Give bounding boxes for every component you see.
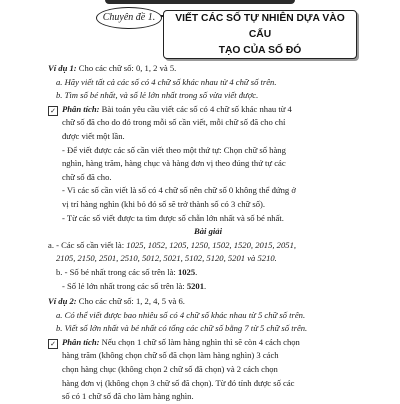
example-1-heading: [48, 62, 368, 76]
bullet-1-line-3: chữ số đã cho.: [62, 171, 112, 182]
analysis-line-1: Bài toán yêu cầu viết các số có 4 chữ số khác nhau từ 4: [99, 103, 292, 114]
solution-b2-value: 5201: [186, 280, 205, 291]
solution-a-numbers-2: 2105, 2150, 2501, 2510, 5012, 5021, 5102, 5120, 5201 và 5210.: [56, 253, 277, 264]
bullet-1-line-1: - Để viết được các số cần viết theo một thứ tự: Chọn chữ số hàng: [62, 144, 286, 155]
solution-b-line-2: [48, 280, 368, 294]
solution-b1-value: 1025: [177, 266, 196, 277]
analysis-label: Phân tích:: [62, 336, 100, 347]
chapter-title-line-1: VIẾT CÁC SỐ TỰ NHIÊN DỰA VÀO CẤU: [175, 12, 345, 40]
analysis-2-line-2: hàng trăm (không chọn chữ số đã chọn làm hàng nghìn) 3 cách: [62, 350, 279, 361]
chapter-title-line-2: TẠO CỦA SỐ ĐÓ: [218, 44, 302, 56]
solution-b1-prefix: b. - Số bé nhất trong các số trên là:: [56, 266, 178, 277]
example-1-label: Ví dụ 1:: [48, 63, 77, 73]
solution-heading: Bài giải: [194, 226, 222, 237]
checkbox-icon: ✓: [48, 106, 58, 116]
solution-b2-prefix: - Số lẻ lớn nhất trong các số trên là:: [62, 280, 187, 291]
bullet-1-line-2: nghìn, hàng trăm, hàng chục và hàng đơn vị theo đúng thứ tự các: [62, 158, 286, 169]
bullet-2-line-2: vị trí hàng nghìn (khi bỏ đó số sẽ trở thành số có 3 chữ số).: [62, 198, 266, 209]
page-content: [48, 62, 368, 404]
analysis-2-line-3: chọn hàng chục (không chọn 2 chữ số đã chọn) và 2 cách chọn: [62, 364, 278, 375]
header-decoration-strip: [105, 0, 295, 4]
example-2-part-b: b. Viết số lớn nhất và bé nhất có tổng các chữ số bằng 7 từ 5 chữ số trên.: [56, 323, 308, 334]
example-1-intro: Cho các chữ số: 0, 1, 2 và 5.: [76, 63, 177, 73]
example-1-part-a: a. Hãy viết tất cả các số có 4 chữ số khác nhau từ 4 chữ số trên.: [56, 76, 277, 87]
solution-a-prefix: a. - Các số cần viết là:: [48, 239, 127, 250]
solution-a-numbers-1: 1025, 1052, 1205, 1250, 1502, 1520, 2015, 2051,: [126, 239, 297, 250]
period: .: [195, 266, 198, 277]
solution-b-line-1: [48, 266, 368, 280]
example-2-heading: [48, 295, 368, 309]
analysis-line-2: chữ số đã cho do đó trong mỗi số cần viết, mỗi chữ số đã cho chỉ: [62, 117, 286, 128]
analysis-2-line-1: Nếu chọn 1 chữ số làm hàng nghìn thì sẽ còn 4 cách chọn: [99, 336, 300, 347]
chapter-badge: Chuyên đề 1.: [96, 7, 162, 29]
analysis-2-line-4: hàng đơn vị (không chọn 3 chữ số đã chọn). Từ đó tính được số các: [62, 377, 295, 388]
example-1-part-b: b. Tìm số bé nhất, và số lẻ lớn nhất trong số vừa viết được.: [56, 90, 259, 101]
bullet-2-line-1: - Vì các số cần viết là số có 4 chữ số nên chữ số 0 không thể đứng ở: [62, 185, 296, 196]
example-2-label: Ví dụ 2:: [48, 296, 77, 307]
solution-a-line-1: [48, 239, 368, 253]
analysis-line-3: được viết một lần.: [62, 130, 125, 141]
checkbox-icon: ✓: [48, 339, 58, 349]
bullet-3: - Từ các số viết được ta tìm được số chẵn lớn nhất và số bé nhất.: [62, 212, 284, 223]
chapter-title-box: [163, 10, 357, 59]
example-1-analysis: [48, 103, 368, 117]
example-2-analysis: [48, 336, 368, 350]
period: .: [204, 280, 207, 291]
example-2-intro: Cho các chữ số: 1, 2, 4, 5 và 6.: [76, 296, 185, 307]
analysis-label: Phân tích:: [62, 103, 100, 114]
chapter-title: [164, 11, 356, 59]
analysis-2-line-5: số có 1 chữ số đã cho làm hàng nghìn.: [62, 391, 194, 402]
example-2-part-a: a. Có thể viết được bao nhiêu số có 4 chữ số khác nhau từ 5 chữ số trên.: [56, 309, 306, 320]
